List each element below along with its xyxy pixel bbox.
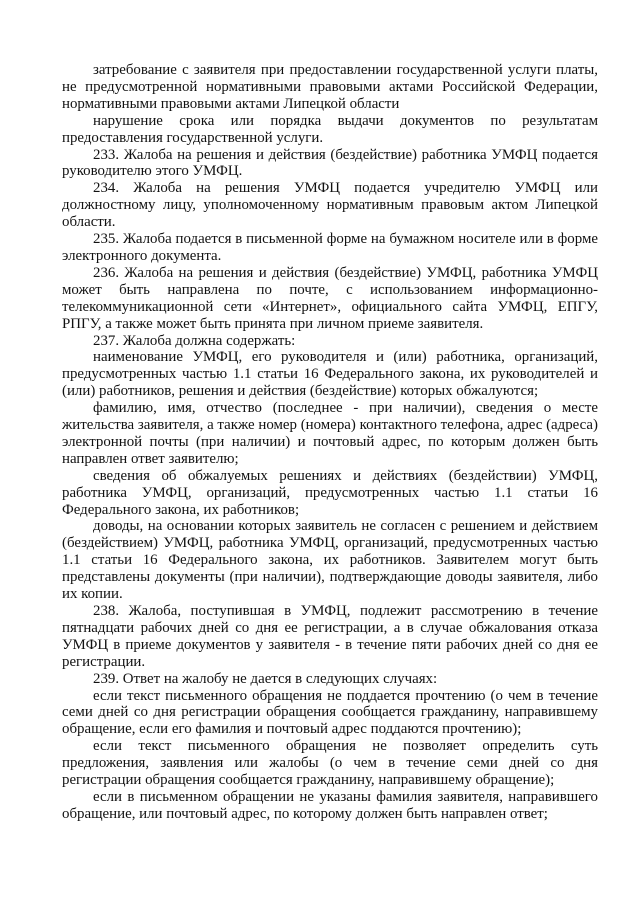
document-body: [62, 62, 598, 823]
paragraph-237-item-name: наименование УМФЦ, его руководителя и (или) работника, организаций, предусмотренных частью 1.1 статьи 16 Федерального закона, их руководителей и (или) работников, решения и действия (бездействие) которых обжалуются;: [62, 349, 598, 400]
paragraph-237-item-decisions: сведения об обжалуемых решениях и действиях (бездействии) УМФЦ, работника УМФЦ, организаций, предусмотренных частью 1.1 статьи 16 Федерального закона, их работников;: [62, 467, 598, 518]
paragraph-237-item-applicant: фамилию, имя, отчество (последнее - при наличии), сведения о месте жительства заявителя, а также номер (номера) контактного телефона, адрес (адреса) электронной почты (при наличии) и почтовый адрес, по которым должен быть направлен ответ заявителю;: [62, 400, 598, 467]
paragraph-fee-demand: затребование с заявителя при предоставлении государственной услуги платы, не предусмотренной нормативными правовыми актами Российской Федерации, нормативными правовыми актами Липецкой области: [62, 62, 598, 112]
paragraph-239-item-unreadable: если текст письменного обращения не поддается прочтению (о чем в течение семи дней со дня регистрации обращения сообщается гражданину, направившему обращение, если его фамилия и почтовый адрес поддаются прочтению);: [62, 687, 598, 738]
paragraph-235: 235. Жалоба подается в письменной форме на бумажном носителе или в форме электронного документа.: [62, 231, 598, 264]
paragraph-234: 234. Жалоба на решения УМФЦ подается учредителю УМФЦ или должностному лицу, уполномоченному нормативным правовым актом Липецкой области.: [62, 180, 598, 231]
paragraph-236: 236. Жалоба на решения и действия (бездействие) УМФЦ, работника УМФЦ может быть направлена по почте, с использованием информационно-телекоммуникационной сети «Интернет», официального сайта УМФЦ, ЕПГУ, РПГУ, а также может быть принята при личном приеме заявителя.: [62, 264, 598, 332]
paragraph-238: 238. Жалоба, поступившая в УМФЦ, подлежит рассмотрению в течение пятнадцати рабочих дней со дня ее регистрации, а в случае обжалования отказа УМФЦ в приеме документов у заявителя - в течение пяти рабочих дней со дня ее регистрации.: [62, 603, 598, 670]
paragraph-237: 237. Жалоба должна содержать:: [93, 332, 296, 349]
paragraph-239-item-no-address: если в письменном обращении не указаны фамилия заявителя, направившего обращение, или почтовый адрес, по которому должен быть направлен ответ;: [62, 788, 598, 822]
paragraph-237-item-arguments: доводы, на основании которых заявитель не согласен с решением и действием (бездействием) УМФЦ, работника УМФЦ, организаций, предусмотренных частью 1.1 статьи 16 Федерального закона, их работников. Заявителем могут быть представлены документы (при наличии), подтверждающие доводы заявителя, либо их копии.: [62, 518, 598, 603]
paragraph-deadline-violation: нарушение срока или порядка выдачи документов по результатам предоставления государственной услуги.: [62, 112, 598, 146]
paragraph-233: 233. Жалоба на решения и действия (бездействие) работника УМФЦ подается руководителю этого УМФЦ.: [62, 146, 598, 180]
paragraph-239-item-unclear: если текст письменного обращения не позволяет определить суть предложения, заявления или жалобы (о чем в течение семи дней со дня регистрации обращения сообщается гражданину, направившему обращение);: [62, 738, 598, 789]
paragraph-239: 239. Ответ на жалобу не дается в следующих случаях:: [93, 670, 438, 687]
